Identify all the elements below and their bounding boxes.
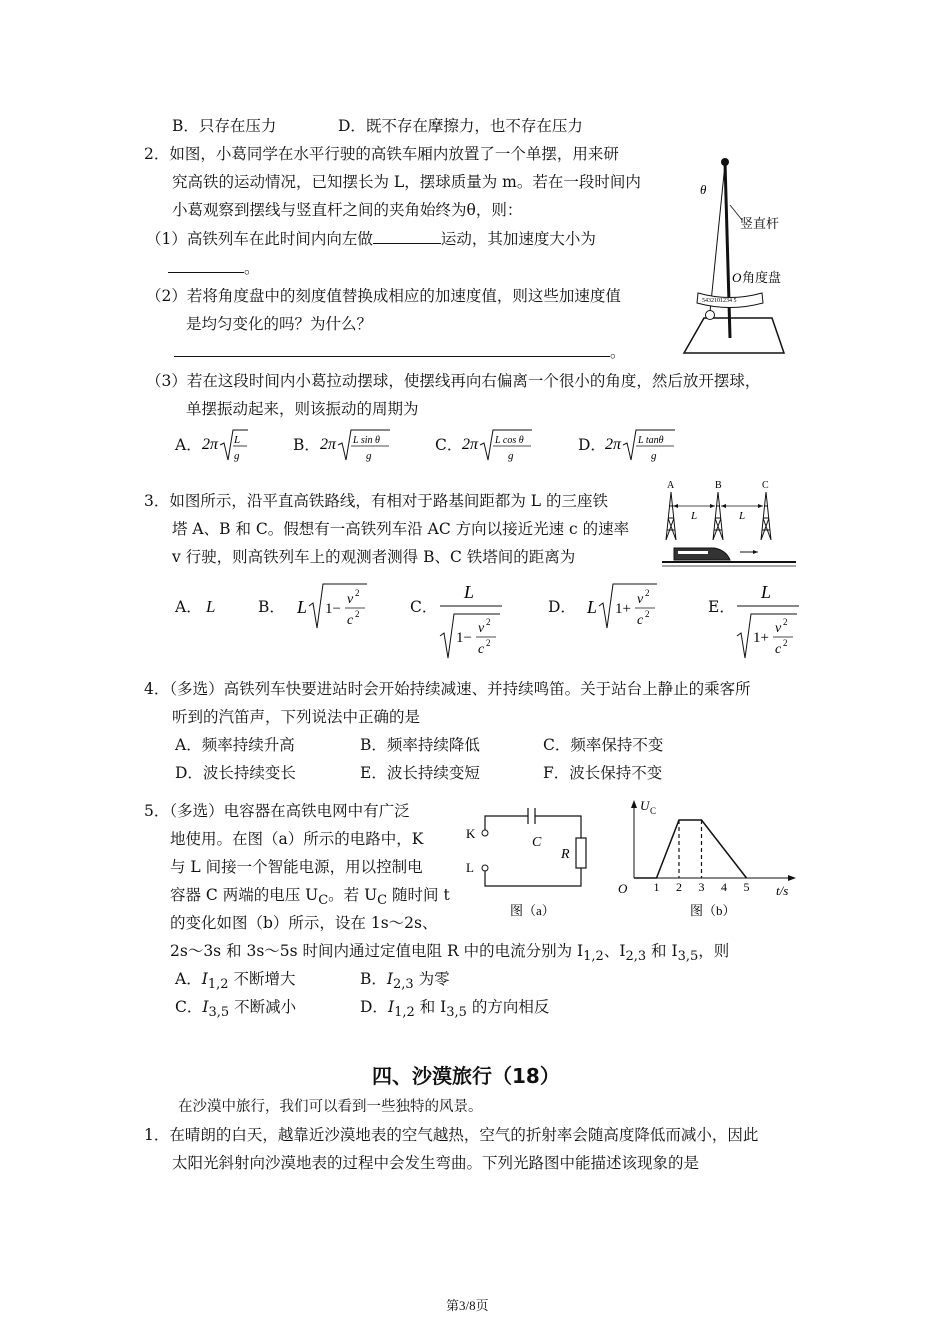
- svg-text:L: L: [464, 582, 475, 602]
- svg-text:L tanθ: L tanθ: [638, 435, 664, 446]
- q3-option-c: [410, 596, 437, 618]
- q3-option-e-label: E．: [708, 598, 735, 616]
- rod-label: 竖直杆: [740, 216, 780, 231]
- tower-a: [666, 492, 676, 540]
- q3-option-d-label: D．: [548, 598, 576, 616]
- q2-option-d-label: D．: [578, 436, 606, 454]
- q5-option-a: A．$I_{1,2}$ 不断增大: [175, 970, 296, 993]
- origin-label: O: [618, 881, 628, 896]
- q3-formula-e: [735, 578, 805, 662]
- y-axis-arrow-icon: [631, 800, 637, 808]
- q2-option-c-label: C．: [435, 436, 463, 454]
- label-r: R: [561, 847, 570, 862]
- tower-b: [713, 492, 723, 540]
- svg-text:2π: 2π: [462, 436, 479, 453]
- q2-blank-1: [373, 229, 441, 244]
- q5-uc-sub-2: C: [377, 893, 388, 909]
- q3-option-e: [708, 596, 735, 618]
- q5-option-a-text: 不断增大: [233, 970, 296, 988]
- dial-label: 角度盘: [742, 270, 782, 285]
- q3-line-3: v 行驶，则高铁列车上的观测者测得 B、C 铁塔间的距离为: [172, 548, 576, 566]
- q4-line-2: 听到的汽笛声，下列说法中正确的是: [172, 708, 421, 726]
- svg-text:c: c: [478, 642, 485, 657]
- svg-text:c: c: [347, 613, 354, 628]
- q5-line-6-d: ，则: [698, 942, 730, 960]
- q3-formula-c: [438, 578, 508, 662]
- svg-text:2: 2: [486, 617, 491, 627]
- q5-option-b-text: 为零: [418, 970, 450, 988]
- tower-b-label: B: [715, 480, 722, 491]
- q2-part-2-line-2: 是均匀变化的吗？为什么？: [186, 315, 373, 333]
- uc-axis-sub: C: [650, 806, 657, 816]
- s4-q1-line-1: 1．在晴朗的白天，越靠近沙漠地表的空气越热，空气的折射率会随高度降低而减小，因此: [144, 1126, 759, 1144]
- tick-5: 5: [743, 880, 750, 894]
- q5-line-6-a: 2s～3s 和 3s～5s 时间内通过定值电阻 R 中的电流分别为 I: [170, 942, 584, 960]
- svg-text:1−: 1−: [325, 601, 341, 617]
- q3-option-a-label: A．: [175, 598, 202, 616]
- page-number: 第3/8页: [446, 1298, 489, 1313]
- q2-part-2-answer: [174, 342, 626, 362]
- svg-text:1+: 1+: [615, 601, 631, 617]
- svg-text:2: 2: [783, 617, 788, 627]
- tower-a-label: A: [667, 480, 675, 491]
- q5-option-c: C．$I_{3,5}$ 不断减小: [175, 998, 297, 1021]
- q2-option-b: [293, 434, 320, 456]
- svg-text:v: v: [637, 592, 644, 607]
- pendulum-bob: [706, 311, 715, 320]
- label-c: C: [532, 835, 542, 850]
- q4-line-1: 4．（多选）高铁列车快要进站时会开始持续减速、并持续鸣笛。关于站台上静止的乘客所: [144, 680, 751, 698]
- distance-l-1: L: [691, 510, 698, 522]
- section-4-intro: 在沙漠中旅行，我们可以看到一些独特的风景。: [178, 1099, 483, 1115]
- prev-option-d: D．既不存在摩擦力，也不存在压力: [338, 117, 583, 135]
- q5-sub-35: 3,5: [677, 949, 699, 965]
- svg-text:L: L: [234, 434, 241, 446]
- q4-option-e: E．波长持续变短: [360, 764, 480, 782]
- q2-formula-d: [603, 424, 683, 466]
- prev-option-b: B．只存在压力: [172, 117, 277, 135]
- pendulum-string: [710, 164, 725, 312]
- q3-line-2: 塔 A、B 和 C。假想有一高铁列车沿 AC 方向以接近光速 c 的速率: [172, 520, 630, 538]
- q3-option-b: [258, 596, 285, 618]
- q5-line-5: 的变化如图（b）所示，设在 1s～2s、: [170, 914, 438, 932]
- svg-text:L: L: [761, 582, 772, 602]
- q2-line-3: 小葛观察到摆线与竖直杆之间的夹角始终为θ，则：: [172, 201, 523, 219]
- q3-formula-d: [585, 576, 665, 636]
- q3-formula-b: [295, 576, 375, 636]
- q2-part-1-end: [168, 258, 260, 278]
- pendulum-figure: [680, 150, 800, 360]
- q5-option-c-text: 不断减小: [234, 998, 297, 1016]
- q2-part-3-line-2: 单摆振动起来，则该振动的周期为: [186, 400, 419, 418]
- o-label: O: [732, 270, 742, 285]
- uc-curve: [634, 820, 747, 878]
- q4-option-b: B．频率持续降低: [360, 736, 480, 754]
- q3-option-a: A． L: [175, 597, 216, 616]
- vertical-rod: [725, 162, 730, 338]
- svg-text:v: v: [478, 621, 485, 636]
- q2-formula-b: [318, 424, 398, 466]
- q2-part-2-line-1: （2）若将角度盘中的刻度值替换成相应的加速度值，则这些加速度值: [146, 287, 621, 305]
- q5-line-4-c: 随时间 t: [387, 886, 450, 904]
- s4-q1-line-2: 太阳光斜射向沙漠地表的过程中会发生弯曲。下列光路图中能描述该现象的是: [172, 1154, 700, 1172]
- label-k: K: [466, 826, 476, 841]
- q5-uc-sub-1: C: [318, 893, 329, 909]
- svg-text:v: v: [347, 592, 354, 607]
- section-4-title: 四、沙漠旅行（18）: [372, 1064, 560, 1088]
- q5-option-d-text-a: 和 I: [419, 998, 447, 1016]
- q3-option-b-label: B．: [258, 598, 285, 616]
- q2-part-1-text-b: 运动，其加速度大小为: [440, 230, 596, 248]
- tick-3: 3: [698, 880, 705, 894]
- uc-axis-label: U: [640, 798, 650, 813]
- q2-blank-2: [168, 258, 244, 273]
- towers-figure: [660, 478, 800, 573]
- q5-option-d-text-b: 的方向相反: [466, 998, 550, 1016]
- q4-option-a: A．频率持续升高: [175, 736, 295, 754]
- tick-2: 2: [676, 880, 682, 894]
- q3-line-1: 3．如图所示，沿平直高铁路线，有相对于路基间距都为 L 的三座铁: [144, 492, 609, 510]
- svg-text:v: v: [775, 621, 782, 636]
- label-l: L: [466, 860, 474, 875]
- q2-formula-a: [200, 424, 260, 466]
- tower-c-label: C: [762, 480, 769, 491]
- q2-period: 。: [244, 259, 260, 277]
- arrow-right-icon: [753, 550, 758, 554]
- svg-text:L sin θ: L sin θ: [353, 435, 380, 446]
- tick-4: 4: [721, 880, 727, 894]
- q5-line-2: 地使用。在图（a）所示的电路中，K: [170, 830, 424, 848]
- q2-line-1: 2．如图，小葛同学在水平行驶的高铁车厢内放置了一个单摆，用来研: [144, 145, 619, 163]
- svg-text:g: g: [366, 450, 372, 462]
- caption-b: 图（b）: [690, 903, 736, 918]
- q2-option-c: [435, 434, 462, 456]
- x-axis-arrow-icon: [788, 875, 796, 881]
- q5-line-4-a: 容器 C 两端的电压 U: [170, 886, 319, 904]
- svg-text:1+: 1+: [753, 630, 769, 646]
- svg-text:c: c: [775, 642, 782, 657]
- q4-option-c: C．频率保持不变: [543, 736, 664, 754]
- q2-option-b-label: B．: [293, 436, 320, 454]
- q5-line-6-b: 、I: [603, 942, 626, 960]
- q2-formula-c: [460, 424, 540, 466]
- uc-graph-b: [612, 796, 802, 926]
- svg-text:L cos θ: L cos θ: [495, 435, 524, 446]
- terminal-l: [482, 865, 488, 871]
- svg-text:c: c: [637, 613, 644, 628]
- svg-text:1−: 1−: [456, 630, 472, 646]
- q3-option-c-label: C．: [410, 598, 438, 616]
- theta-label: θ: [700, 182, 707, 197]
- svg-text:2π: 2π: [605, 436, 622, 453]
- q2-option-d: [578, 434, 606, 456]
- q5-option-d: D．$I_{1,2}$ 和 $I_{3,5}$ 的方向相反: [360, 998, 550, 1021]
- terminal-k: [482, 830, 488, 836]
- tower-c: [761, 492, 771, 540]
- q5-line-3: 与 L 间接一个智能电源，用以控制电: [170, 858, 423, 876]
- svg-text:2: 2: [355, 588, 360, 598]
- q2-blank-3: [174, 342, 610, 357]
- svg-text:g: g: [234, 450, 240, 462]
- svg-text:5432101234 5: 5432101234 5: [702, 298, 737, 304]
- q4-option-d: D．波长持续变长: [175, 764, 296, 782]
- t-axis-label: t/s: [776, 883, 789, 898]
- q2-line-2: 究高铁的运动情况，已知摆长为 L，摆球质量为 m。若在一段时间内: [172, 173, 641, 191]
- svg-text:2: 2: [645, 588, 650, 598]
- circuit-figure-a: [460, 808, 600, 923]
- caption-a: 图（a）: [510, 903, 555, 918]
- svg-text:2: 2: [645, 609, 650, 619]
- svg-text:2π: 2π: [320, 436, 337, 453]
- q2-option-a: [175, 434, 202, 456]
- svg-text:g: g: [508, 450, 514, 462]
- svg-text:2: 2: [783, 638, 788, 648]
- q2-period-2: 。: [610, 343, 626, 361]
- q5-line-6-c: 和 I: [646, 942, 678, 960]
- q5-line-4-b: 。若 U: [328, 886, 378, 904]
- svg-text:L: L: [297, 597, 308, 617]
- base-plate: [684, 318, 784, 353]
- q5-sub-23: 2,3: [625, 949, 647, 965]
- tick-1: 1: [653, 880, 660, 894]
- q4-option-f: F．波长保持不变: [543, 764, 663, 782]
- svg-text:2π: 2π: [202, 436, 219, 453]
- distance-l-2: L: [739, 510, 746, 522]
- q5-sub-12: 1,2: [583, 949, 604, 965]
- q5-line-4: [170, 885, 450, 911]
- svg-text:2: 2: [355, 609, 360, 619]
- q2-option-a-label: A．: [175, 436, 202, 454]
- q2-part-1: [146, 229, 596, 249]
- q5-line-6: [170, 941, 729, 967]
- q3-option-d: [548, 596, 576, 618]
- svg-text:L: L: [587, 597, 598, 617]
- svg-text:g: g: [651, 450, 657, 462]
- q5-option-b: B．$I_{2,3}$ 为零: [360, 970, 450, 993]
- svg-text:2: 2: [486, 638, 491, 648]
- q5-line-1: 5．（多选）电容器在高铁电网中有广泛: [144, 802, 410, 820]
- q2-part-3-line-1: （3）若在这段时间内小葛拉动摆球，使摆线再向右偏离一个很小的角度，然后放开摆球，: [146, 372, 761, 390]
- q2-part-1-text-a: （1）高铁列车在此时间内向左做: [146, 230, 373, 248]
